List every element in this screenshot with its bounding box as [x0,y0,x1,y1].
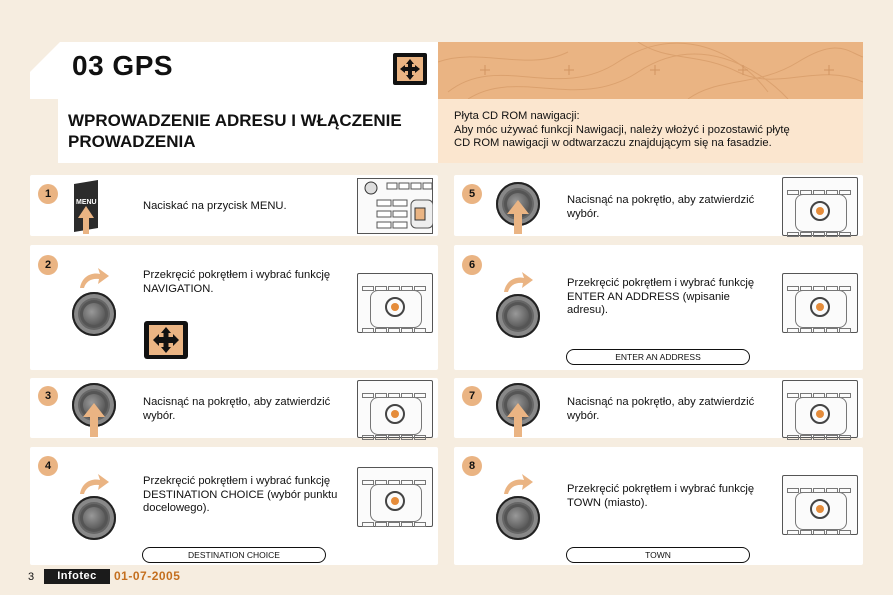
rotary-knob [496,496,540,540]
step-number: 7 [462,386,482,406]
radio-panel-illustration [782,475,858,535]
topographic-pattern [438,42,863,99]
step-text: Przekręcić pokrętłem i wybrać funkcję TOWN (miasto). [567,483,755,509]
navigation-arrows-icon [393,53,427,85]
step-text: Nacisnąć na pokrętło, aby zatwierdzić wybór. [143,396,331,422]
step-text: Nacisnąć na pokrętło, aby zatwierdzić wybór. [567,396,755,422]
step-number: 2 [38,255,58,275]
info-line: CD ROM nawigacji w odtwarzaczu znajdującym się na fasadzie. [454,137,772,149]
radio-panel-illustration [357,380,433,438]
menu-option-enter-an-address: ENTER AN ADDRESS [566,349,750,365]
menu-option-town: TOWN [566,547,750,563]
rotary-knob [72,292,116,336]
menu-option-destination-choice: DESTINATION CHOICE [142,547,326,563]
section-title: WPROWADZENIE ADRESU I WŁĄCZENIE PROWADZENIA [68,111,402,151]
step-number: 1 [38,184,58,204]
rotary-knob [72,496,116,540]
press-arrow-icon [506,200,530,234]
page-number: 3 [28,571,35,583]
menu-button-icon [70,180,102,234]
step-text: Naciskać na przycisk MENU. [143,200,287,212]
radio-panel-illustration [357,467,433,527]
brand-badge: Infotec [44,569,110,584]
radio-panel-illustration [782,177,858,236]
step-number: 5 [462,184,482,204]
step-text: Przekręcić pokrętłem i wybrać funkcję DESTINATION CHOICE (wybór punktu docelowego). [143,475,338,514]
info-text [454,110,854,151]
radio-panel-illustration [782,380,858,438]
radio-panel-illustration [357,178,433,234]
info-line: Płyta CD ROM nawigacji: [454,110,580,122]
rotary-knob [496,294,540,338]
rotate-arrow-icon [78,266,110,290]
step-text: Przekręcić pokrętłem i wybrać funkcję ENTER AN ADDRESS (wpisanie adresu). [567,277,755,316]
navigation-arrows-icon [144,321,188,359]
menu-button-label: MENU [76,199,97,206]
step-text: Nacisnąć na pokrętło, aby zatwierdzić wybór. [567,194,755,220]
page-title: 03 GPS [72,50,174,81]
rotate-arrow-icon [502,472,534,496]
footer-date: 01-07-2005 [114,569,181,583]
radio-panel-illustration [357,273,433,333]
step-number: 8 [462,456,482,476]
header-decoration [438,42,863,99]
press-arrow-icon [506,403,530,437]
step-text: Przekręcić pokrętłem i wybrać funkcję NAVIGATION. [143,269,331,295]
rotate-arrow-icon [502,270,534,294]
press-arrow-icon [82,403,106,437]
radio-panel-illustration [782,273,858,333]
rotate-arrow-icon [78,472,110,496]
step-number: 4 [38,456,58,476]
info-line: Aby móc używać funkcji Nawigacji, należy włożyć i pozostawić płytę [454,123,790,136]
step-number: 6 [462,255,482,275]
step-number: 3 [38,386,58,406]
